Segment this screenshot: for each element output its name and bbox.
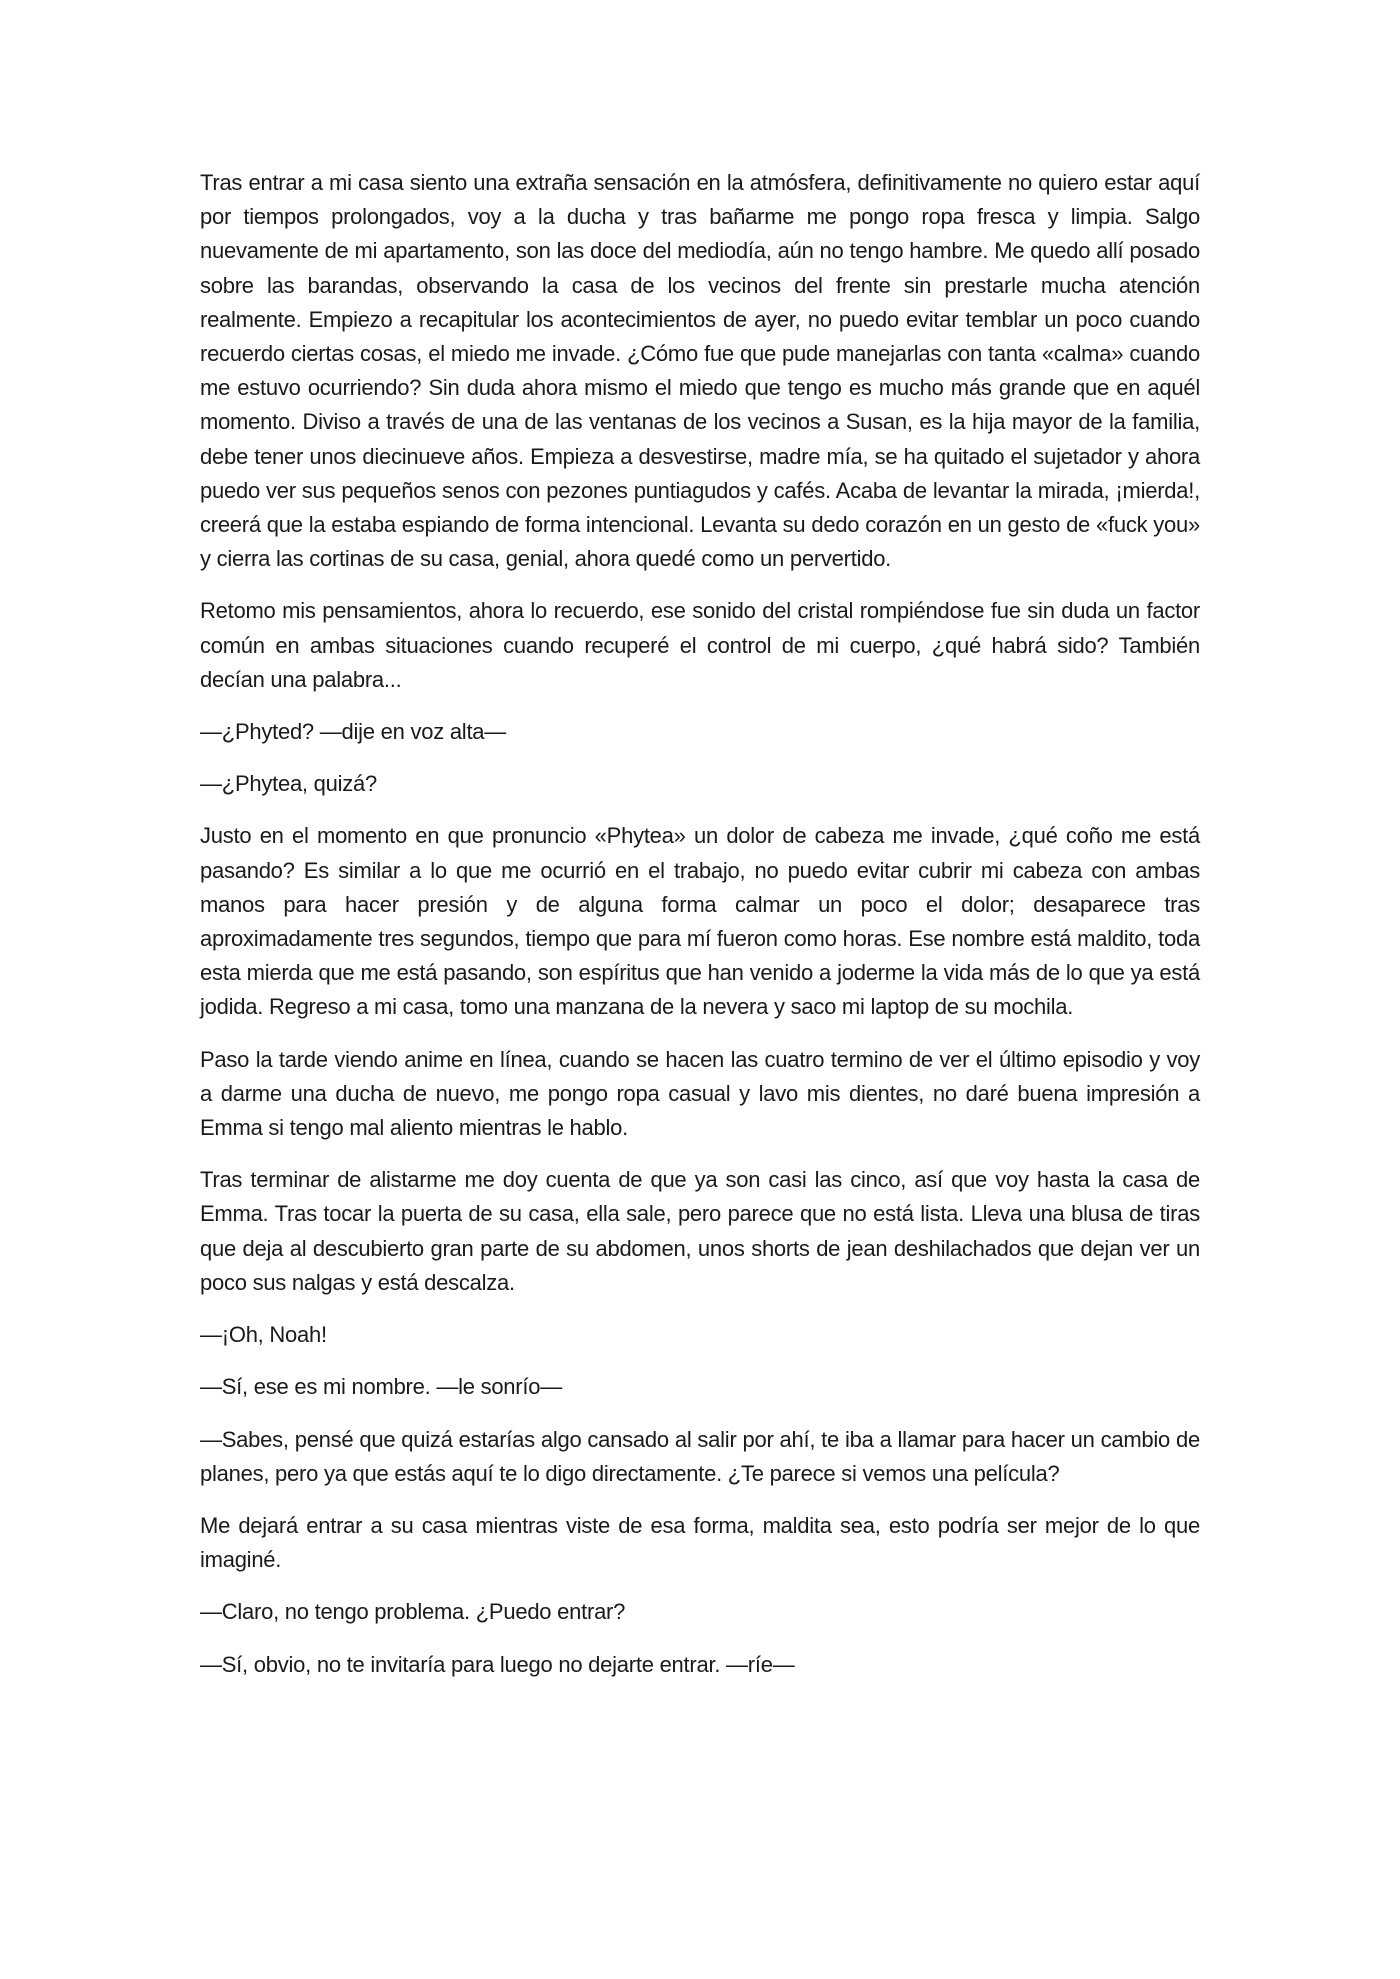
paragraph-1: Tras entrar a mi casa siento una extraña sensación en la atmósfera, definitivamente no quiero estar aquí por tiempos prolongados, voy a la ducha y tras bañarme me pongo ropa fresca y limpia. Salgo nuevamente de mi apartamento, son las doce del mediodía, aún no tengo hambre. Me quedo allí posado sobre las barandas, observando la casa de los vecinos del frente sin prestarle mucha atención realmente. Empiezo a recapitular los acontecimientos de ayer, no puedo evitar temblar un poco cuando recuerdo ciertas cosas, el miedo me invade. ¿Cómo fue que pude manejarlas con tanta «calma» cuando me estuvo ocurriendo? Sin duda ahora mismo el miedo que tengo es mucho más grande que en aquél momento. Diviso a través de una de las ventanas de los vecinos a Susan, es la hija mayor de la familia, debe tener unos diecinueve años. Empieza a desvestirse, madre mía, se ha quitado el sujetador y ahora puedo ver sus pequeños senos con pezones puntiagudos y cafés. Acaba de levantar la mirada, ¡mierda!, creerá que la estaba espiando de forma intencional. Levanta su dedo corazón en un gesto de «fuck you» y cierra las cortinas de su casa, genial, ahora quedé como un pervertido. [200,170,1200,572]
dialogue-line-7: —Sí, obvio, no te invitaría para luego no dejarte entrar. —ríe— [200,1651,795,1677]
paragraph-3: Justo en el momento en que pronuncio «Phytea» un dolor de cabeza me invade, ¿qué coño me está pasando? Es similar a lo que me ocurrió en el trabajo, no puedo evitar cubrir mi cabeza con ambas manos para hacer presión y de alguna forma calmar un poco el dolor; desaparece tras aproximadamente tres segundos, tiempo que para mí fueron como horas. Ese nombre está maldito, toda esta mierda que me está pasando, son espíritus que han venido a joderme la vida más de lo que ya está jodida. Regreso a mi casa, tomo una manzana de la nevera y saco mi laptop de su mochila. [200,823,1200,1020]
dialogue-line-5: —Sabes, pensé que quizá estarías algo cansado al salir por ahí, te iba a llamar para hacer un cambio de planes, pero ya que estás aquí te lo digo directamente. ¿Te parece si vemos una película? [200,1426,1200,1486]
paragraph-2: Retomo mis pensamientos, ahora lo recuerdo, ese sonido del cristal rompiéndose fue sin duda un factor común en ambas situaciones cuando recuperé el control de mi cuerpo, ¿qué habrá sido? También decían una palabra... [200,598,1200,692]
dialogue-line-2: —¿Phytea, quizá? [200,771,377,797]
document-body [200,166,1200,1700]
paragraph-4: Paso la tarde viendo anime en línea, cuando se hacen las cuatro termino de ver el último episodio y voy a darme una ducha de nuevo, me pongo ropa casual y lavo mis dientes, no daré buena impresión a Emma si tengo mal aliento mientras le hablo. [200,1046,1200,1141]
dialogue-line-3: —¡Oh, Noah! [200,1322,327,1348]
paragraph-5: Tras terminar de alistarme me doy cuenta de que ya son casi las cinco, así que voy hasta la casa de Emma. Tras tocar la puerta de su casa, ella sale, pero parece que no está lista. Lleva una blusa de tiras que deja al descubierto gran parte de su abdomen, unos shorts de jean deshilachados que dejan ver un poco sus nalgas y está descalza. [200,1167,1200,1295]
dialogue-line-4: —Sí, ese es mi nombre. —le sonrío— [200,1374,562,1400]
dialogue-line-1: —¿Phyted? —dije en voz alta— [200,719,507,745]
dialogue-line-6: —Claro, no tengo problema. ¿Puedo entrar? [200,1599,626,1625]
paragraph-6: Me dejará entrar a su casa mientras viste de esa forma, maldita sea, esto podría ser mejor de lo que imaginé. [200,1512,1200,1573]
